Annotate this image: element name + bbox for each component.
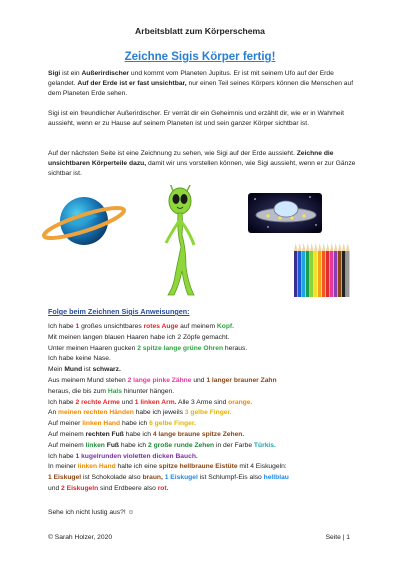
text-run: rot. (157, 484, 169, 492)
text-run: 1 Eiskugel (48, 474, 82, 482)
alien-icon (166, 185, 194, 295)
text-run: habe ich (119, 441, 148, 449)
text-run: Alle 3 Arme sind (176, 398, 229, 406)
text-run: Auf der nächsten Seite ist eine Zeichnung zu sehen, wie Sigi auf der Erde aussieht. (48, 150, 297, 157)
instruction-line (48, 441, 363, 452)
text-run: linken Hand (82, 420, 121, 428)
instruction-line (48, 419, 363, 430)
text-run: habe ich (120, 420, 150, 428)
text-run: 3 gelbe Finger. (184, 409, 232, 417)
text-run: und (191, 376, 207, 384)
text-run: linken Hand (77, 463, 116, 471)
text-run: linken (85, 441, 105, 449)
instruction-line (48, 387, 363, 398)
text-run: In meiner (48, 463, 78, 471)
text-run: Auf meinem (48, 430, 86, 438)
instruction-line (48, 376, 363, 387)
text-run: 1 linken Arm. (134, 398, 177, 406)
text-run: spitze hellbraune Eistüte (158, 463, 238, 471)
text-run: mit 4 Eiskugeln: (237, 463, 287, 471)
text-run: 4 lange braune spitze Zehen. (152, 430, 245, 438)
ufo-icon (248, 193, 322, 233)
text-run: Auf meiner (48, 420, 83, 428)
text-run: Auf meinem (48, 441, 86, 449)
instruction-line (48, 452, 363, 463)
text-run: Hals (107, 387, 122, 395)
instruction-line (48, 430, 363, 441)
text-run: ist (82, 366, 93, 374)
instruction-line (48, 462, 363, 473)
text-run: 1 kugelrunden violetten dicken Bauch. (75, 452, 198, 460)
instruction-line (48, 344, 363, 355)
closing-line: Sehe ich nicht lustig aus?! ☺ (48, 509, 135, 516)
text-run: und (48, 484, 62, 492)
text-run: Auf der Erde ist er fast unsichtbar, (77, 80, 187, 88)
text-run: Mein (48, 366, 65, 374)
text-run: 2 lange pinke Zähne (127, 376, 192, 384)
text-run: braun, (142, 474, 163, 482)
text-run: 1 Eiskugel (164, 474, 198, 482)
instructions-heading: Folge beim Zeichnen Sigis Anweisungen: (48, 307, 190, 316)
text-run: halte ich eine (115, 463, 159, 471)
colored-pencils-icon (294, 243, 350, 297)
text-run: hellblau (263, 474, 289, 482)
instruction-line (48, 473, 363, 484)
text-run: Aus meinem Mund stehen (48, 376, 128, 384)
text-run: 2 spitze lange grüne Ohren (137, 344, 224, 352)
planet-icon (42, 197, 127, 251)
text-run: und kommt vom Planeten Jupitus. Er ist mit seinem Ufo auf der Erde gelandet. (48, 70, 334, 88)
instruction-line (48, 484, 363, 495)
footer-page-number: Seite | 1 (325, 534, 350, 541)
text-run: 1 langer brauner Zahn (206, 376, 277, 384)
text-run: Türkis. (253, 441, 276, 449)
instruction-line (48, 398, 363, 409)
text-run: in der Farbe (214, 441, 254, 449)
text-run: Sigi ist ein freundlicher Außerirdischer. Er verrät dir ein Geheimnis und erzählt dir, wie er in Wahrheit aussieht, wenn er zu Hause auf seinem Planeten ist und sein ganzer Körper sichtbar ist. (48, 110, 344, 128)
text-run: damit wir uns vorstellen können, wie Sigi aussieht, wenn er zur Gänze sichtbar ist. (48, 160, 356, 178)
intro-paragraph-2 (48, 109, 358, 129)
text-run: sind Erdbeere also (98, 484, 158, 492)
illustration-row (40, 185, 360, 300)
text-run: Außerirdischer (81, 70, 130, 77)
instruction-line (48, 322, 363, 333)
text-run: ist Schlumpf-Eis also (197, 474, 264, 482)
text-run: rechten Fuß (85, 430, 124, 438)
text-run: ist ein (60, 70, 82, 77)
text-run: Kopf. (216, 323, 234, 330)
text-run: Unter meinen Haaren gucken (48, 344, 138, 352)
instructions-list (48, 322, 363, 495)
page-title: Zeichne Sigis Körper fertig! (124, 51, 276, 63)
text-run: orange. (228, 398, 253, 406)
text-run: hinunter hängen. (122, 387, 175, 395)
text-run: 2 rechte Arme (75, 398, 120, 406)
text-run: 2 große runde Zehen (148, 441, 215, 449)
instruction-line (48, 365, 363, 376)
text-run: großes unsichtbares (79, 323, 144, 330)
text-run: nur einen Teil seines Körpers können die Menschen auf dem Planeten Erde sehen. (48, 80, 354, 98)
text-run: Fuß (106, 441, 119, 449)
text-run: habe ich (123, 430, 153, 438)
text-run: heraus, die bis zum (48, 387, 108, 395)
text-run: heraus. (223, 344, 248, 352)
text-run: Ich habe keine Nase. (48, 355, 111, 363)
text-run: rotes Auge (143, 323, 179, 330)
text-run: Mit meinen langen blauen Haaren habe ich 2 Zöpfe gemacht. (48, 333, 230, 341)
instruction-line (48, 354, 363, 365)
text-run: 2 Eiskugeln (61, 484, 99, 492)
text-run: Ich habe (48, 323, 76, 330)
text-run: Ich habe (48, 398, 76, 406)
text-run: meinen rechten Händen (58, 409, 134, 417)
text-run: Mund (64, 366, 83, 374)
text-run: 1 (75, 323, 80, 330)
text-run: 6 gelbe Finger. (149, 420, 196, 428)
text-run: Zeichne die unsichtbaren Körperteile dazu, (48, 150, 334, 168)
instruction-line (48, 408, 363, 419)
text-run: schwarz. (92, 366, 121, 374)
text-run: und (119, 398, 135, 406)
page-header: Arbeitsblatt zum Körperschema (135, 26, 265, 36)
intro-paragraph-3 (48, 149, 358, 180)
text-run: An (48, 409, 59, 417)
text-run: auf meinem (178, 323, 217, 330)
intro-paragraph-1 (48, 69, 358, 100)
footer-copyright: © Sarah Holzer, 2020 (48, 534, 113, 541)
text-run: Ich habe (48, 452, 76, 460)
text-run: ist Schokolade also (81, 474, 143, 482)
instruction-line (48, 333, 363, 344)
text-run: habe ich jeweils (133, 409, 185, 417)
text-run: Sigi (48, 70, 61, 77)
